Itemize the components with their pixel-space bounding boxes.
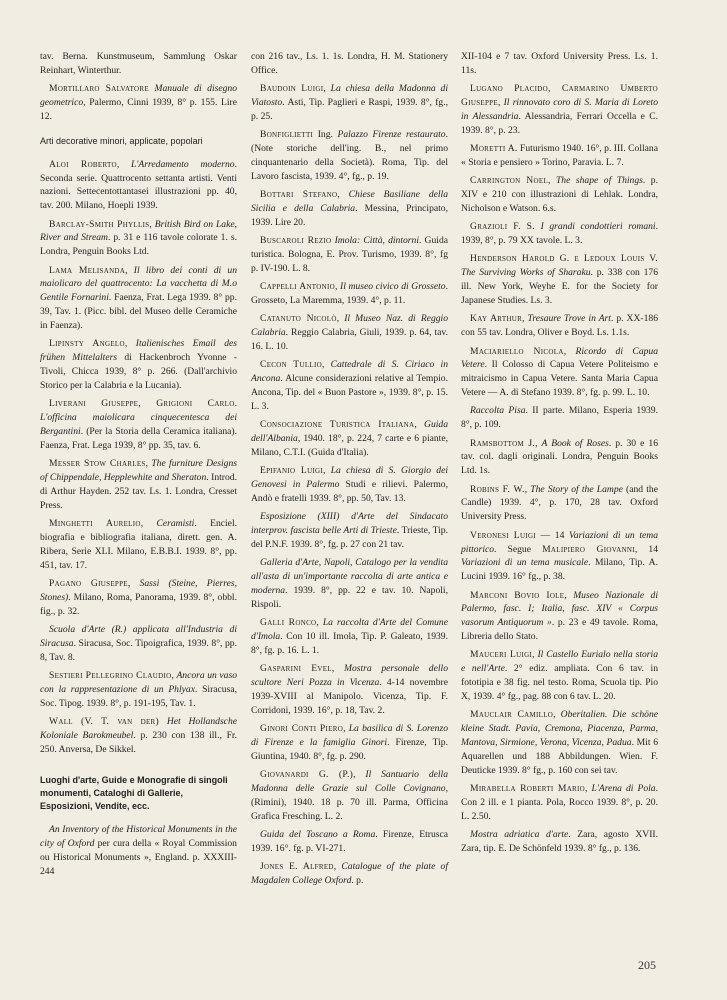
bibliography-entry xyxy=(40,337,237,392)
entry-title: L'Arena di Pola xyxy=(591,783,656,794)
section-heading xyxy=(40,135,237,148)
entry-title: The furniture Designs of Chippendale, Hepplewhite and Sheraton xyxy=(40,458,237,483)
entry-text: , xyxy=(337,189,349,201)
entry-text: . Milano, Roma, Panorama, 1939. 8°, obbl. fig., p. 32. xyxy=(40,591,237,617)
bibliography-entry xyxy=(461,437,658,479)
entry-title: Palazzo Firenze restaurato xyxy=(337,129,446,141)
entry-text: Luoghi d'arte, Guide e Monografie di singoli monumenti, Cataloghi di Gallerie, Esposizioni, Vendite, ecc. xyxy=(40,775,228,812)
entry-text: . 1939, 8°, p. 79 XX tavole. L. 3. xyxy=(461,221,658,247)
entry-author: Sestieri Pellegrino Claudio xyxy=(49,669,172,681)
entry-text: . p. 23 e 49 tavole. Roma, Libreria dello Stato. xyxy=(461,617,658,643)
bibliography-entry xyxy=(461,312,658,340)
entry-text: . Trieste, Tip. del P.N.F. 1939. 8°, fg. p. 27 con 21 tav. xyxy=(251,525,448,550)
entry-author: Wall (V. T. van der) xyxy=(49,715,160,727)
entry-text: con 216 tav., Ls. 1. 1s. Londra, H. M. Stationery Office. xyxy=(251,51,448,76)
bibliography-entry xyxy=(251,860,448,888)
entry-title: Ceramisti xyxy=(156,517,195,529)
entry-author: Marconi Bovio Iole xyxy=(470,589,565,601)
page-number: 205 xyxy=(638,958,656,972)
entry-text: , xyxy=(585,783,592,794)
entry-text: . p. 338 con 176 ill. New York, Weyhe E. for the Society for Japanese Studies. Ls. 3. xyxy=(461,267,658,306)
entry-text: , xyxy=(524,483,531,495)
bibliography-entry xyxy=(251,662,448,717)
entry-text: , xyxy=(497,97,504,109)
entry-title: The Story of the Lampe xyxy=(530,483,623,495)
entry-author: Messer Stow Charles xyxy=(49,458,146,470)
entry-text: Studi e rilievi. Palermo, Andò e fratelli 1939. 8°, pp. 50, Tav. 13. xyxy=(251,479,449,504)
entry-title: Imola: Città, dintorni xyxy=(334,235,419,247)
entry-title: Mostra personale dello scultore Neri Pozza in Vicenza xyxy=(251,663,448,689)
bibliography-entry xyxy=(40,715,237,757)
bibliography-entry xyxy=(251,768,448,823)
entry-text: , xyxy=(171,669,177,681)
entry-text: . Guida turistica. Bologna, E. Prov. Turismo, 1939. 8°, fg p. IV-190. L. 8. xyxy=(251,235,449,274)
bibliography-entry xyxy=(461,404,658,432)
bibliography-entry xyxy=(461,648,658,703)
entry-author: Robins F. W. xyxy=(470,483,525,495)
entry-text: . Messina, Principato, 1939. Lire 20. xyxy=(251,202,448,228)
entry-title: Ricordo di Capua Vetere xyxy=(461,345,659,371)
bibliography-entry xyxy=(461,220,658,248)
entry-text: , Palermo, Cinni 1939, 8° p. 155. Lire 12. xyxy=(40,97,237,122)
entry-text: , xyxy=(145,458,152,470)
entry-text: Ing. xyxy=(313,129,338,141)
entry-title: Museo Nazionale di Palermo, fasc. I; Italia, fasc. XIV « Corpus vasorum Antiquorum » xyxy=(461,589,659,629)
entry-author: Consociazione Turistica Italiana xyxy=(260,419,415,431)
bibliography-entry xyxy=(251,50,448,78)
entry-text: . xyxy=(234,398,237,410)
bibliography-entry xyxy=(461,483,658,525)
text-column-left xyxy=(40,50,237,883)
entry-title: Guida del Toscano a Roma xyxy=(260,829,376,841)
bibliography-entry xyxy=(40,517,237,572)
entry-text: , xyxy=(414,419,425,431)
entry-text: . Con 10 ill. Imola, Tip. P. Galeato, 1939. 8°, fg. p. 16. L. 1. xyxy=(251,631,448,656)
entry-text: XII-104 e 7 tav. Oxford University Press. Ls. 1. 11s. xyxy=(461,51,658,76)
bibliography-entry xyxy=(461,50,658,78)
entry-author: Moretti A. xyxy=(470,143,518,155)
entry-text: . Segue xyxy=(494,543,543,555)
entry-text: , (Rimini), 1940. 18 p. 70 ill. Parma, Officina Grafica Fresching. L. 2. xyxy=(251,783,448,822)
entry-title: La basilica di S. Lorenzo di Firenze e la famiglia Ginori xyxy=(251,723,448,748)
entry-text: , xyxy=(323,83,331,95)
entry-title: Il museo civico di Grosseto xyxy=(340,281,446,293)
bibliography-entry xyxy=(461,589,658,644)
text-column-middle xyxy=(251,50,448,892)
entry-title: I grandi condottieri romani xyxy=(540,221,656,233)
entry-text: . Enciel. biografia e bibliografia italiana, dirett. gen. A. Ribera, Serie XLI. Milano, E.B.B.I. 1939. 8°, pp. 451, tav. 17. xyxy=(40,517,238,571)
entry-title: An Inventory of the Historical Monuments in the city of Oxford xyxy=(40,824,237,850)
entry-title: British Bird on Lake, River and Stream xyxy=(40,218,237,244)
bibliography-entry xyxy=(40,577,237,619)
entry-author: Pagano Giuseppe xyxy=(49,577,128,589)
entry-text: , xyxy=(563,345,576,357)
entry-text: . Introd. di Arthur Hayden. 252 tav. Ls. 1. Londra, Cresset Press. xyxy=(40,471,237,511)
entry-title: Chiese Basiliane della Sicilia e della Calabria xyxy=(251,189,449,214)
entry-text: , xyxy=(331,663,344,675)
entry-author: Gasparini Evel xyxy=(260,663,332,675)
bibliography-entry xyxy=(251,464,448,506)
entry-title: Cattedrale di S. Ciriaco in Ancona xyxy=(251,359,448,385)
entry-text: . Alessandria, Ferrari Occella e C. 1939. 8°, p. 23. xyxy=(461,110,658,136)
entry-author: Giovanardi G. (P.) xyxy=(260,769,354,781)
bibliography-entry xyxy=(251,82,448,124)
entry-title: Il libro dei conti di un maiolicaro del quattrocento: La vacchetta di M.o Gentile Fornarini xyxy=(40,264,238,304)
bibliography-entry xyxy=(251,234,448,276)
bibliography-entry xyxy=(251,188,448,230)
entry-text: , xyxy=(336,313,345,325)
entry-author: Ginori Conti Piero xyxy=(260,723,344,735)
text-column-right xyxy=(461,50,658,860)
entry-author: Mauceri Luigi xyxy=(470,649,533,661)
bibliography-entry xyxy=(251,616,448,658)
entry-title: Tresaure Trove in Art xyxy=(527,313,611,325)
entry-title: Mostra adriatica d'arte xyxy=(470,829,569,841)
entry-text: . p. 30 e 16 tav. col. dagli originali. Londra, Penguin Books Ltd. 1s. xyxy=(461,437,658,477)
entry-text: . II parte. Milano, Esperia 1939. 8°, p. 109. xyxy=(461,405,658,431)
entry-title: A Book of Roses xyxy=(541,437,609,449)
entry-title: Ancora un vaso con la rappresentazione di un Phlyax xyxy=(40,669,237,695)
entry-title: Il Castello Eurialo nella storia e nell'Arte xyxy=(461,649,658,675)
entry-author: Lugano Placido, Carmarino Umberto Giuseppe xyxy=(461,83,658,109)
entry-title: Oberitalien. Die schöne kleine Stadt. Pavia, Cremona, Piacenza, Parma, Mantova, Sirmione, Verona, Vicenza, Padua xyxy=(461,709,658,748)
entry-title: The Surviving Works of Sharaku xyxy=(461,267,591,279)
entry-text: Futurismo 1940. 16°, p. III. Collana « Storia e pensiero » Torino, Paravia. L. 7. xyxy=(461,143,658,168)
entry-text: . p. 31 e 116 tavole colorate 1. s. Londra, Penguin Books Ltd. xyxy=(40,232,237,258)
entry-author: Maciariello Nicola xyxy=(470,345,564,357)
entry-text: , xyxy=(564,589,574,601)
entry-text: . 2° ediz. ampliata. Con 6 tav. in fototipia e 38 fig. nel testo. Roma, Scuola tip. Pio X, 1939. 4° fg., pag. 88 con 6 tav. L. 20. xyxy=(461,663,658,702)
entry-text: . Mit 6 Aquarellen und 188 Abbildungen. Wien. F. Deuticke 1939. 8° fg., p. 160 con sei tav. xyxy=(461,736,658,776)
bibliography-entry xyxy=(40,158,237,213)
bibliography-entry xyxy=(461,142,658,170)
bibliography-entry xyxy=(251,556,448,611)
entry-text: . Firenze, Tip. Giuntina, 1940. 8°, fg. p. 290. xyxy=(251,736,448,762)
bibliography-entry xyxy=(461,708,658,777)
bibliography-entry xyxy=(251,418,448,460)
entry-text: , xyxy=(535,437,542,449)
entry-title: Il rinnovato coro di S. Maria di Loreto in Alessandria xyxy=(461,97,658,122)
entry-text: , 1940. 18°, p. 224, 7 carte e 6 piante, Milano, C.T.I. (Guida d'Italia). xyxy=(251,433,448,458)
entry-text: , xyxy=(149,218,155,230)
entry-text: , xyxy=(124,338,136,350)
entry-text: . (Note storiche dell'ing. B., nel primo cinquantenario della Società). Roma, Tip. del Lavoro fascista, 1939. 4°, fg., p. 19. xyxy=(251,129,448,182)
entry-text: . Milano, Tip. A. Lucini 1939. 16° fg., p. 38. xyxy=(461,557,658,583)
entry-author: Liverani Giuseppe, Grigioni Carlo xyxy=(49,398,235,410)
entry-text: , xyxy=(321,359,331,371)
entry-author: Lama Melisanda xyxy=(49,264,126,276)
entry-author: Mortillaro Salvatore xyxy=(49,83,149,95)
entry-text: , xyxy=(334,281,340,293)
entry-text: , xyxy=(323,465,331,477)
entry-text: . Grosseto, La Maremma, 1939. 4°, p. 11. xyxy=(251,281,449,306)
entry-text: . Reggio Calabria, Giuli, 1939. p. 64, tav. 16. L. 10. xyxy=(251,327,448,353)
entry-text: , xyxy=(532,649,538,661)
entry-text: , xyxy=(333,861,342,873)
entry-author: Mauclair Camillo xyxy=(470,709,554,721)
entry-text: Arti decorative minori, applicate, popolari xyxy=(40,135,203,146)
bibliography-entry xyxy=(40,823,237,878)
entry-text: . Siracusa, Soc. Tipog. 1939. 8°, p. 191-195, Tav. 1. xyxy=(40,683,237,709)
entry-title: Variazioni di un tema pittorico xyxy=(461,529,658,555)
entry-title: La raccolta d'Arte del Comune d'Imola xyxy=(251,617,448,643)
bibliography-entry xyxy=(40,218,237,260)
bibliography-entry xyxy=(461,82,658,137)
bibliography-entry xyxy=(40,264,237,333)
bibliography-entry xyxy=(461,345,658,400)
entry-text: , xyxy=(353,769,366,781)
entry-author: Ramsbottom J. xyxy=(470,437,536,449)
bibliography-entry xyxy=(461,252,658,307)
entry-title: Scuola d'Arte (R.) applicata all'Industria di Siracusa xyxy=(40,623,237,649)
entry-author: Bottari Stefano xyxy=(260,189,338,201)
bibliography-entry xyxy=(40,457,237,512)
entry-text xyxy=(159,716,167,727)
entry-author: Galli Ronco xyxy=(260,617,317,629)
entry-text: per cura della « Royal Commission ou Historical Monuments », England. p. XXXIII-244 xyxy=(40,838,237,877)
entry-text: . Firenze, Etrusca 1939. 16°. fg. p. VI-271. xyxy=(251,829,448,854)
entry-text: tav. Berna. Kunstmuseum, Sammlung Oskar Reinhart, Winterthur. xyxy=(40,51,237,76)
bibliography-entry xyxy=(251,722,448,764)
entry-title: Il Santuario della Madonna delle Grazie sul Colle Covignano xyxy=(251,769,449,794)
bibliography-entry xyxy=(461,174,658,216)
bibliography-entry xyxy=(251,312,448,354)
entry-title: L'officina maiolicara cinquecentesca dei Bergantini xyxy=(40,412,237,437)
entry-title: Manuale di disegno geometrico xyxy=(40,83,237,109)
entry-text: , 14 xyxy=(634,543,658,555)
entry-text: . Siracusa, Soc. Tipoigrafica, 1939. 8°, pp. 8, Tav. 8. xyxy=(40,637,237,663)
bibliography-entry xyxy=(461,782,658,824)
entry-text: , xyxy=(522,313,528,325)
entry-title: Sassi (Steine, Pierres, Stones) xyxy=(40,577,238,603)
entry-title: Het Hollandsche Koloniale Barokmeubel xyxy=(40,715,237,741)
bibliography-entry xyxy=(251,510,448,552)
entry-text: . Seconda serie. Quattrocento settanta artisti. Venti nazioni. Settecentottantasei illustrazioni pp. 40, tav. 200. Milano, Hoepli 1939. xyxy=(40,158,237,212)
entry-title: La chiesa di S. Giorgio dei Genovesi in Palermo xyxy=(251,465,449,491)
entry-author: Grazioli F. S. xyxy=(470,221,535,233)
entry-title: The shape of Things xyxy=(555,175,643,187)
entry-author: Minghetti Aurelio xyxy=(49,517,141,529)
entry-text: . p. 230 con 138 ill., Fr. 250. Anversa, De Sikkel. xyxy=(40,729,237,755)
entry-author: Catanuto Nicolò xyxy=(260,313,337,325)
entry-text: . Il Colosso di Capua Vetere Politeismo e mitraicismo in Capua Vetere. Santa Maria Capua Vetere — A. di Stefano 1939. 8°, fg. p. 99. L. 10. xyxy=(461,359,658,399)
bibliography-entry xyxy=(40,669,237,711)
bibliography-entry xyxy=(251,128,448,183)
entry-title: Italienisches Email des frühen Mittelalters xyxy=(40,338,237,364)
entry-title: L'Arredamento moderno xyxy=(131,158,235,170)
entry-title: Galleria d'Arte, Napoli, Catalogo per la vendita all'asta di un'importante raccolta di arte antica e moderna xyxy=(251,557,448,597)
entry-text: . (Per la Storia della Ceramica italiana). Faenza, Frat. Lega 1939, 8° pp. 35, tav. 6. xyxy=(40,425,237,451)
entry-text: — 14 xyxy=(535,529,569,541)
entry-text: . p. XIV e 210 con illustrazioni di Lehlak. Londra, Nicholson e Watson. 6.s. xyxy=(461,175,658,214)
bibliography-entry xyxy=(251,280,448,308)
entry-text: , xyxy=(140,517,157,529)
entry-author: Jones E. Alfred xyxy=(260,861,334,873)
entry-author: Henderson Harold G. e Ledoux Louis V. xyxy=(470,253,658,265)
entry-text: di Hackenbroch Yvonne - Tivoli, Chicca 1939, 8° p. 266. (Dall'archivio Storico per la Calabria e la Lucania). xyxy=(40,352,237,391)
bibliography-entry xyxy=(251,358,448,413)
entry-text: . Faenza, Frat. Lega 1939. 8° pp. 39, Tav. 1. (Picc. bibl. del Museo delle Ceramiche in Faenza). xyxy=(40,292,238,331)
bibliography-entry xyxy=(40,50,237,78)
entry-text: . Alcune considerazioni relative al Tempio. Ancona, Tip. del « Buon Pastore », 1939. 8°, p. 15. L. 3. xyxy=(251,373,448,412)
entry-author: Cecon Tullio xyxy=(260,359,322,371)
bibliography-entry xyxy=(251,828,448,856)
bibliography-entry xyxy=(461,529,658,584)
entry-author: Kay Arthur xyxy=(470,313,523,325)
entry-author: Lipinsty Angelo xyxy=(49,338,125,350)
entry-author: Bonfiglietti xyxy=(260,129,314,141)
entry-author: Aloi Roberto xyxy=(49,158,117,170)
entry-author: Carrington Noel xyxy=(470,175,549,187)
entry-text: . Con 2 ill. e 1 pianta. Pola, Rocco 1939. 8°, p. 20. L. 2.50. xyxy=(461,783,658,822)
entry-author: Epifanio Luigi xyxy=(260,465,324,477)
entry-text: , xyxy=(125,264,134,276)
entry-text: , xyxy=(127,577,140,589)
entry-title: Guida dell'Albania xyxy=(251,419,449,445)
entry-text: . p. xyxy=(351,875,364,887)
entry-text: . p. XX-186 con 55 tav. Londra, Oliver e Boyd. Ls. 1.1s. xyxy=(461,313,659,339)
entry-author: Baudoin Luigi xyxy=(260,83,324,95)
entry-title: La chiesa della Madonna di Viatosto xyxy=(251,83,449,109)
entry-text: . 1939. 8°, pp. 22 e tav. 10. Napoli, Rispoli. xyxy=(251,585,448,610)
entry-text: . 4-14 novembre 1939-XVIII al Manipolo. Vicenza, Tip. F. Corridoni, 1939. 16°, p. 18, Tav. 2. xyxy=(251,677,448,716)
bibliography-entry xyxy=(40,623,237,665)
section-heading xyxy=(40,774,237,813)
entry-author: Barclay-Smith Phyllis xyxy=(49,218,150,230)
entry-author: Cappelli Antonio xyxy=(260,281,335,293)
entry-author: Mirabella Roberti Mario xyxy=(470,783,586,794)
entry-text: , xyxy=(116,158,132,170)
entry-text: . Zara, agosto XVII. Zara, tip. E. De Schönfeld 1939. 8° fg., p. 136. xyxy=(461,829,658,854)
entry-text: , xyxy=(343,723,349,735)
bibliography-entry xyxy=(461,828,658,856)
bibliography-entry xyxy=(40,82,237,124)
entry-author: Malipiero Giovanni xyxy=(542,543,635,555)
entry-text: . Asti, Tip. Paglieri e Raspi, 1939. 8°, fg., p. 25. xyxy=(251,97,448,122)
entry-title: Raccolta Pisa xyxy=(470,405,526,417)
entry-title: Il Museo Naz. di Reggio Calabria xyxy=(251,313,448,339)
entry-title: Variazioni di un tema musicale xyxy=(461,557,589,569)
entry-text: , xyxy=(548,175,556,187)
entry-title: Catalogue of the plate of Magdalen College Oxford xyxy=(251,861,449,887)
entry-text: , xyxy=(553,709,561,721)
entry-text: , xyxy=(316,617,323,629)
entry-text: (and the Candle) 1939. 4°, p. 170, 28 tav. Oxford University Press. xyxy=(461,483,658,523)
entry-title: Esposizione (XIII) d'Arte del Sindacato interprov. fascista belle Arti di Trieste xyxy=(251,511,448,537)
bibliography-entry xyxy=(40,397,237,452)
entry-author: Buscaroli Rezio xyxy=(260,235,332,247)
entry-author: Veronesi Luigi xyxy=(470,529,536,541)
